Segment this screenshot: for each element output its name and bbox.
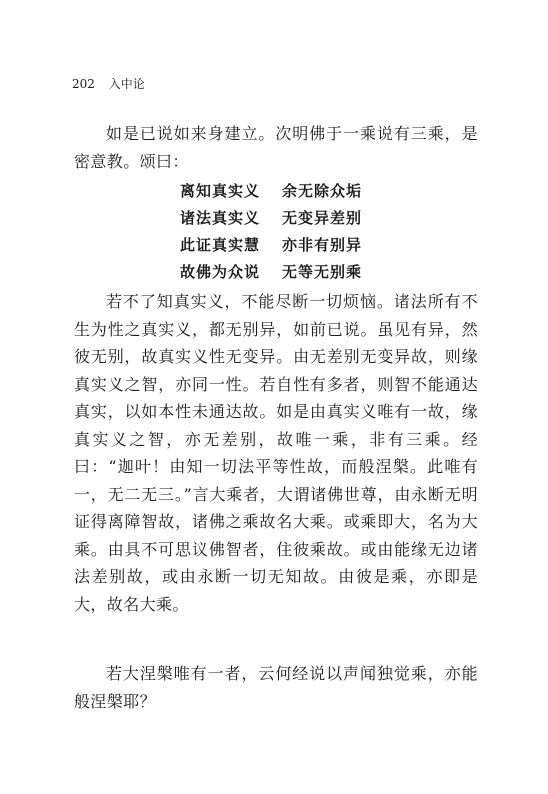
verse-half: 离知真实义 (180, 182, 261, 200)
verse-half: 故佛为众说 (180, 263, 261, 281)
verse-half: 亦非有别异 (282, 236, 363, 254)
verse-line (180, 259, 362, 286)
verse-line (180, 232, 362, 259)
verse-half: 此证真实慧 (180, 236, 261, 254)
verse-half: 无变异差别 (282, 209, 363, 227)
paragraph-commentary: 若不了知真实义，不能尽断一切烦恼。诸法所有不生为性之真实义，都无别异，如前已说。虽见有异，然彼无别，故真实义性无变异。由无差别无变异故，则缘真实义之智，亦同一性。若自性有多者，则智不能通达真实，以如本性未通达故。如是由真实义唯有一故，缘真实义之智，亦无差别，故唯一乘，非有三乘。经曰：“迦叶！由知一切法平等性故，而般涅槃。此唯有一，无二无三。”言大乘者，大谓诸佛世尊，由永断无明证得离障智故，诸佛之乘故名大乘。或乘即大，名为大乘。由具不可思议佛智者，住彼乘故。或由能缘无边诸法差别故，或由永断一切无知故。由彼是乘，亦即是大，故名大乘。 (74, 292, 478, 614)
verse-line (180, 178, 362, 205)
book-title: 入中论 (108, 77, 145, 91)
page-number: 202 (72, 77, 95, 91)
verse-half: 诸法真实义 (180, 209, 261, 227)
verse-half: 余无除众垢 (282, 182, 363, 200)
paragraph-question: 若大涅槃唯有一者，云何经说以声闻独觉乘，亦能般涅槃耶？ (74, 664, 478, 711)
paragraph-intro: 如是已说如来身建立。次明佛于一乘说有三乘，是密意教。颂曰： (74, 124, 478, 171)
running-header (72, 76, 145, 92)
verse-line (180, 205, 362, 232)
verse-block (180, 178, 362, 286)
verse-half: 无等无别乘 (282, 263, 363, 281)
